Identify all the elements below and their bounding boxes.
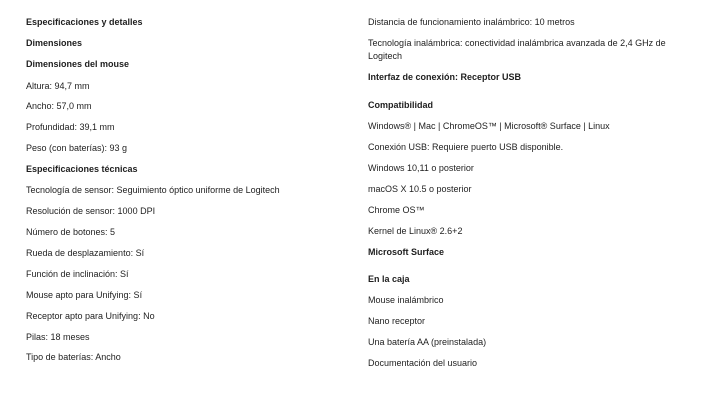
page-heading: Especificaciones y detalles — [26, 17, 143, 27]
compat-surface: Microsoft Surface — [368, 247, 445, 257]
section-title-in-box: En la caja — [368, 274, 410, 284]
spec-battery-type: Tipo de baterías: Ancho — [26, 352, 121, 362]
section-title-compatibility: Compatibilidad — [368, 100, 433, 110]
compat-macos: macOS X 10.5 o posterior — [368, 184, 472, 194]
box-item-mouse: Mouse inalámbrico — [368, 295, 444, 305]
spec-sensor-resolution: Resolución de sensor: 1000 DPI — [26, 206, 156, 216]
spec-depth: Profundidad: 39,1 mm — [26, 122, 115, 132]
spec-unifying-receiver: Receptor apto para Unifying: No — [26, 311, 155, 321]
compat-windows: Windows 10,11 o posterior — [368, 163, 474, 173]
compat-linux: Kernel de Linux® 2.6+2 — [368, 226, 463, 236]
compat-list: Windows® | Mac | ChromeOS™ | Microsoft® Surface | Linux — [368, 121, 610, 131]
spec-unifying-mouse: Mouse apto para Unifying: Sí — [26, 290, 143, 300]
spec-battery-life: Pilas: 18 meses — [26, 332, 90, 342]
box-item-battery: Una batería AA (preinstalada) — [368, 337, 487, 347]
spec-wireless-tech: Tecnología inalámbrica: conectividad inalámbrica avanzada de 2,4 GHz de Logitech — [368, 38, 666, 61]
spec-height: Altura: 94,7 mm — [26, 81, 90, 91]
spec-interface: Interfaz de conexión: Receptor USB — [368, 72, 522, 82]
spec-sensor-tech: Tecnología de sensor: Seguimiento óptico uniforme de Logitech — [26, 185, 280, 195]
spec-width: Ancho: 57,0 mm — [26, 101, 92, 111]
section-title-dimensions: Dimensiones — [26, 38, 83, 48]
spec-tilt: Función de inclinación: Sí — [26, 269, 129, 279]
section-title-mouse-dimensions: Dimensiones del mouse — [26, 59, 130, 69]
box-item-receiver: Nano receptor — [368, 316, 426, 326]
spec-weight: Peso (con baterías): 93 g — [26, 143, 128, 153]
box-item-docs: Documentación del usuario — [368, 358, 478, 368]
spec-scroll-wheel: Rueda de desplazamiento: Sí — [26, 248, 145, 258]
spec-wireless-distance: Distancia de funcionamiento inalámbrico: 10 metros — [368, 17, 575, 27]
compat-usb: Conexión USB: Requiere puerto USB disponible. — [368, 142, 564, 152]
section-title-tech-specs: Especificaciones técnicas — [26, 164, 138, 174]
spec-buttons: Número de botones: 5 — [26, 227, 116, 237]
compat-chromeos: Chrome OS™ — [368, 205, 425, 215]
